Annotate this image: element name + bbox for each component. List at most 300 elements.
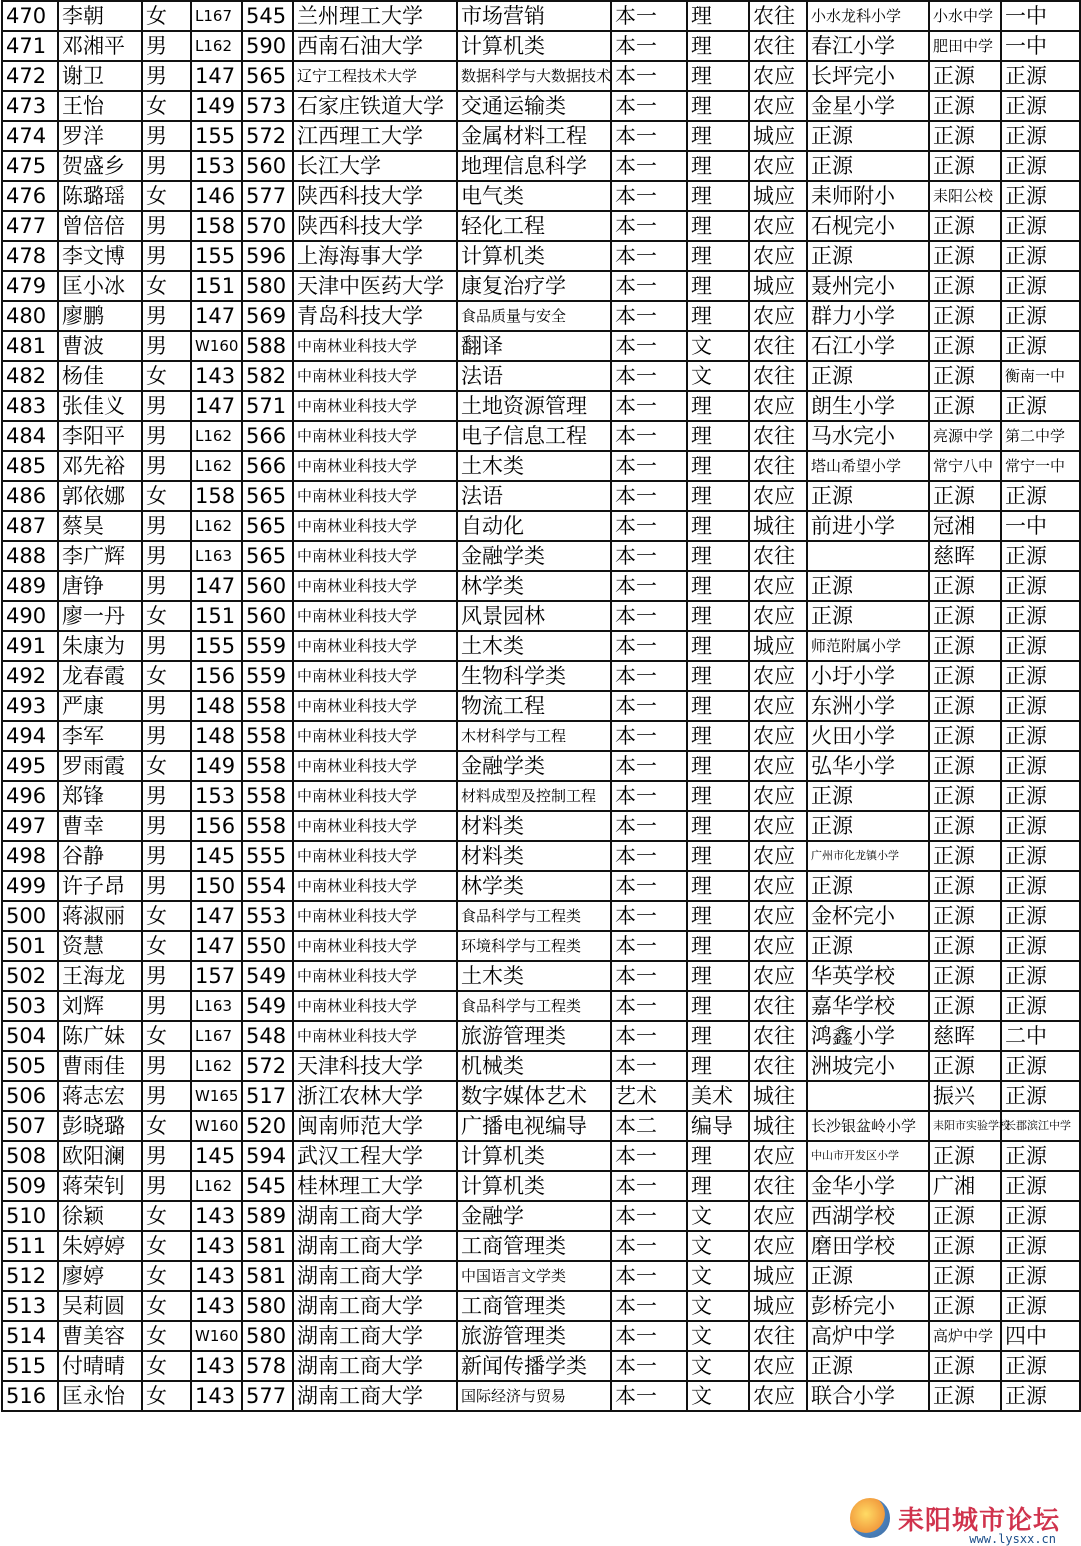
cell-serial: 485 xyxy=(2,451,58,481)
cell-serial: 511 xyxy=(2,1231,58,1261)
cell-serial: 503 xyxy=(2,991,58,1021)
cell-track: 理 xyxy=(687,181,749,211)
cell-score: 560 xyxy=(242,151,293,181)
cell-primary-school: 正源 xyxy=(807,781,929,811)
cell-track: 文 xyxy=(687,1351,749,1381)
cell-name: 蒋志宏 xyxy=(58,1081,142,1111)
cell-score: 558 xyxy=(242,721,293,751)
cell-score: 559 xyxy=(242,631,293,661)
cell-track: 理 xyxy=(687,571,749,601)
cell-category: 城应 xyxy=(749,1261,807,1291)
cell-university: 中南林业科技大学 xyxy=(293,481,457,511)
cell-track: 理 xyxy=(687,481,749,511)
table-row xyxy=(2,901,1080,931)
cell-name: 匡小冰 xyxy=(58,271,142,301)
cell-name: 廖鹏 xyxy=(58,301,142,331)
cell-category: 农往 xyxy=(749,451,807,481)
cell-score: 596 xyxy=(242,241,293,271)
cell-score: 545 xyxy=(242,1,293,31)
cell-batch: 本一 xyxy=(611,481,687,511)
table-row xyxy=(2,1081,1080,1111)
cell-name: 徐颖 xyxy=(58,1201,142,1231)
cell-gender: 男 xyxy=(142,241,191,271)
cell-middle-school: 正源 xyxy=(929,811,1001,841)
cell-category: 农应 xyxy=(749,901,807,931)
cell-university: 中南林业科技大学 xyxy=(293,901,457,931)
cell-major: 食品科学与工程类 xyxy=(457,901,611,931)
table-row xyxy=(2,1,1080,31)
table-row xyxy=(2,1021,1080,1051)
cell-serial: 516 xyxy=(2,1381,58,1411)
cell-major: 金融学 xyxy=(457,1201,611,1231)
cell-category: 农应 xyxy=(749,91,807,121)
cell-major: 轻化工程 xyxy=(457,211,611,241)
table-row xyxy=(2,151,1080,181)
cell-batch: 本一 xyxy=(611,931,687,961)
cell-category: 农应 xyxy=(749,301,807,331)
cell-middle-school: 肥田中学 xyxy=(929,31,1001,61)
cell-score: 580 xyxy=(242,1291,293,1321)
cell-category: 农应 xyxy=(749,1201,807,1231)
cell-gender: 男 xyxy=(142,211,191,241)
cell-middle-school: 慈晖 xyxy=(929,1021,1001,1051)
cell-university: 石家庄铁道大学 xyxy=(293,91,457,121)
table-row xyxy=(2,1231,1080,1261)
cell-major: 数字媒体艺术 xyxy=(457,1081,611,1111)
cell-gender: 女 xyxy=(142,931,191,961)
cell-serial: 497 xyxy=(2,811,58,841)
cell-serial: 500 xyxy=(2,901,58,931)
cell-name: 邓湘平 xyxy=(58,31,142,61)
cell-code: L162 xyxy=(191,511,242,541)
cell-score: 554 xyxy=(242,871,293,901)
cell-batch: 本一 xyxy=(611,451,687,481)
cell-gender: 男 xyxy=(142,781,191,811)
table-row xyxy=(2,631,1080,661)
cell-high-school: 第二中学 xyxy=(1001,421,1080,451)
table-body xyxy=(2,1,1080,1411)
cell-university: 中南林业科技大学 xyxy=(293,601,457,631)
table-row xyxy=(2,301,1080,331)
cell-gender: 男 xyxy=(142,721,191,751)
cell-category: 农往 xyxy=(749,1171,807,1201)
cell-university: 中南林业科技大学 xyxy=(293,661,457,691)
cell-name: 曹美容 xyxy=(58,1321,142,1351)
cell-serial: 475 xyxy=(2,151,58,181)
cell-primary-school: 正源 xyxy=(807,481,929,511)
cell-primary-school: 朗生小学 xyxy=(807,391,929,421)
cell-serial: 490 xyxy=(2,601,58,631)
cell-middle-school: 正源 xyxy=(929,901,1001,931)
cell-primary-school: 广州市化龙镇小学 xyxy=(807,841,929,871)
cell-gender: 男 xyxy=(142,631,191,661)
cell-primary-school: 金华小学 xyxy=(807,1171,929,1201)
cell-major: 土木类 xyxy=(457,451,611,481)
cell-gender: 女 xyxy=(142,271,191,301)
cell-high-school: 正源 xyxy=(1001,481,1080,511)
cell-name: 蔡昊 xyxy=(58,511,142,541)
cell-serial: 476 xyxy=(2,181,58,211)
cell-category: 农往 xyxy=(749,541,807,571)
cell-category: 农往 xyxy=(749,31,807,61)
cell-code: 146 xyxy=(191,181,242,211)
cell-primary-school: 正源 xyxy=(807,121,929,151)
cell-serial: 484 xyxy=(2,421,58,451)
cell-track: 文 xyxy=(687,1201,749,1231)
cell-code: 147 xyxy=(191,901,242,931)
cell-high-school: 正源 xyxy=(1001,1351,1080,1381)
table-row xyxy=(2,1051,1080,1081)
cell-batch: 本一 xyxy=(611,121,687,151)
cell-score: 555 xyxy=(242,841,293,871)
cell-high-school: 正源 xyxy=(1001,331,1080,361)
cell-high-school: 正源 xyxy=(1001,811,1080,841)
cell-serial: 496 xyxy=(2,781,58,811)
cell-major: 法语 xyxy=(457,361,611,391)
cell-gender: 男 xyxy=(142,511,191,541)
cell-score: 545 xyxy=(242,1171,293,1201)
cell-gender: 女 xyxy=(142,901,191,931)
cell-code: 143 xyxy=(191,1351,242,1381)
cell-track: 理 xyxy=(687,721,749,751)
cell-major: 土地资源管理 xyxy=(457,391,611,421)
cell-university: 湖南工商大学 xyxy=(293,1321,457,1351)
cell-track: 理 xyxy=(687,661,749,691)
cell-track: 文 xyxy=(687,1291,749,1321)
cell-gender: 女 xyxy=(142,1321,191,1351)
cell-code: 145 xyxy=(191,841,242,871)
cell-primary-school: 正源 xyxy=(807,1351,929,1381)
table-row xyxy=(2,1171,1080,1201)
cell-batch: 本一 xyxy=(611,1291,687,1321)
cell-track: 理 xyxy=(687,871,749,901)
cell-gender: 女 xyxy=(142,361,191,391)
cell-code: 156 xyxy=(191,661,242,691)
cell-name: 廖一丹 xyxy=(58,601,142,631)
cell-name: 王海龙 xyxy=(58,961,142,991)
cell-major: 电气类 xyxy=(457,181,611,211)
cell-university: 中南林业科技大学 xyxy=(293,541,457,571)
cell-name: 郑锋 xyxy=(58,781,142,811)
cell-category: 农应 xyxy=(749,1231,807,1261)
cell-high-school: 正源 xyxy=(1001,721,1080,751)
cell-batch: 本一 xyxy=(611,331,687,361)
cell-major: 风景园林 xyxy=(457,601,611,631)
cell-batch: 本一 xyxy=(611,1201,687,1231)
cell-batch: 本一 xyxy=(611,661,687,691)
cell-high-school: 一中 xyxy=(1001,1,1080,31)
cell-gender: 女 xyxy=(142,1231,191,1261)
cell-university: 辽宁工程技术大学 xyxy=(293,61,457,91)
cell-name: 郭依娜 xyxy=(58,481,142,511)
cell-major: 生物科学类 xyxy=(457,661,611,691)
cell-batch: 本一 xyxy=(611,991,687,1021)
cell-score: 565 xyxy=(242,511,293,541)
cell-name: 李朝 xyxy=(58,1,142,31)
cell-major: 计算机类 xyxy=(457,241,611,271)
cell-serial: 504 xyxy=(2,1021,58,1051)
cell-university: 中南林业科技大学 xyxy=(293,841,457,871)
table-row xyxy=(2,331,1080,361)
cell-serial: 488 xyxy=(2,541,58,571)
cell-score: 569 xyxy=(242,301,293,331)
table-row xyxy=(2,1261,1080,1291)
table-row xyxy=(2,661,1080,691)
cell-high-school: 长郡滨江中学 xyxy=(1001,1111,1080,1141)
cell-serial: 470 xyxy=(2,1,58,31)
cell-middle-school: 正源 xyxy=(929,991,1001,1021)
cell-batch: 本一 xyxy=(611,421,687,451)
cell-category: 城应 xyxy=(749,181,807,211)
cell-middle-school: 正源 xyxy=(929,721,1001,751)
cell-serial: 506 xyxy=(2,1081,58,1111)
cell-serial: 474 xyxy=(2,121,58,151)
cell-middle-school: 正源 xyxy=(929,661,1001,691)
cell-track: 美术 xyxy=(687,1081,749,1111)
cell-high-school: 正源 xyxy=(1001,931,1080,961)
table-row xyxy=(2,91,1080,121)
cell-primary-school: 石江小学 xyxy=(807,331,929,361)
cell-category: 农应 xyxy=(749,691,807,721)
cell-score: 582 xyxy=(242,361,293,391)
cell-score: 580 xyxy=(242,1321,293,1351)
cell-high-school: 正源 xyxy=(1001,1171,1080,1201)
cell-serial: 487 xyxy=(2,511,58,541)
table-row xyxy=(2,211,1080,241)
cell-name: 匡永怡 xyxy=(58,1381,142,1411)
cell-name: 蒋荣钊 xyxy=(58,1171,142,1201)
cell-code: 148 xyxy=(191,691,242,721)
cell-middle-school: 正源 xyxy=(929,1231,1001,1261)
cell-university: 武汉工程大学 xyxy=(293,1141,457,1171)
cell-high-school: 正源 xyxy=(1001,901,1080,931)
cell-major: 工商管理类 xyxy=(457,1291,611,1321)
cell-name: 吴莉圆 xyxy=(58,1291,142,1321)
cell-gender: 男 xyxy=(142,31,191,61)
cell-serial: 495 xyxy=(2,751,58,781)
cell-name: 刘辉 xyxy=(58,991,142,1021)
cell-batch: 本一 xyxy=(611,811,687,841)
cell-middle-school: 正源 xyxy=(929,271,1001,301)
cell-university: 中南林业科技大学 xyxy=(293,751,457,781)
cell-name: 李广辉 xyxy=(58,541,142,571)
cell-batch: 本一 xyxy=(611,1021,687,1051)
cell-serial: 472 xyxy=(2,61,58,91)
cell-code: W160 xyxy=(191,1321,242,1351)
cell-primary-school: 正源 xyxy=(807,1261,929,1291)
cell-high-school: 正源 xyxy=(1001,391,1080,421)
cell-university: 中南林业科技大学 xyxy=(293,391,457,421)
cell-category: 农往 xyxy=(749,991,807,1021)
cell-score: 590 xyxy=(242,31,293,61)
cell-track: 理 xyxy=(687,451,749,481)
cell-gender: 男 xyxy=(142,331,191,361)
cell-middle-school: 正源 xyxy=(929,781,1001,811)
cell-batch: 本一 xyxy=(611,721,687,751)
table-row xyxy=(2,601,1080,631)
cell-primary-school: 春江小学 xyxy=(807,31,929,61)
cell-primary-school xyxy=(807,1081,929,1111)
cell-code: 155 xyxy=(191,241,242,271)
cell-university: 中南林业科技大学 xyxy=(293,721,457,751)
cell-code: 157 xyxy=(191,961,242,991)
cell-middle-school: 正源 xyxy=(929,211,1001,241)
cell-primary-school: 金杯完小 xyxy=(807,901,929,931)
cell-primary-school: 鸿鑫小学 xyxy=(807,1021,929,1051)
cell-category: 农应 xyxy=(749,601,807,631)
cell-middle-school: 慈晖 xyxy=(929,541,1001,571)
cell-score: 550 xyxy=(242,931,293,961)
cell-middle-school: 正源 xyxy=(929,1201,1001,1231)
cell-university: 闽南师范大学 xyxy=(293,1111,457,1141)
cell-gender: 男 xyxy=(142,871,191,901)
cell-primary-school: 聂州完小 xyxy=(807,271,929,301)
cell-batch: 本一 xyxy=(611,91,687,121)
cell-middle-school: 正源 xyxy=(929,241,1001,271)
cell-track: 理 xyxy=(687,271,749,301)
cell-primary-school: 马水完小 xyxy=(807,421,929,451)
cell-university: 湖南工商大学 xyxy=(293,1261,457,1291)
cell-primary-school: 正源 xyxy=(807,811,929,841)
cell-track: 理 xyxy=(687,1021,749,1051)
cell-category: 农往 xyxy=(749,331,807,361)
cell-university: 湖南工商大学 xyxy=(293,1291,457,1321)
cell-code: 155 xyxy=(191,631,242,661)
cell-gender: 女 xyxy=(142,1201,191,1231)
cell-name: 唐铮 xyxy=(58,571,142,601)
cell-major: 地理信息科学 xyxy=(457,151,611,181)
cell-primary-school: 华英学校 xyxy=(807,961,929,991)
cell-name: 朱婷婷 xyxy=(58,1231,142,1261)
cell-score: 565 xyxy=(242,481,293,511)
table-row xyxy=(2,961,1080,991)
cell-middle-school: 正源 xyxy=(929,151,1001,181)
cell-name: 杨佳 xyxy=(58,361,142,391)
cell-name: 许子昂 xyxy=(58,871,142,901)
cell-middle-school: 正源 xyxy=(929,961,1001,991)
admission-results-table xyxy=(1,0,1081,1412)
cell-high-school: 正源 xyxy=(1001,751,1080,781)
cell-track: 理 xyxy=(687,301,749,331)
cell-score: 549 xyxy=(242,961,293,991)
cell-score: 577 xyxy=(242,181,293,211)
cell-serial: 499 xyxy=(2,871,58,901)
cell-gender: 女 xyxy=(142,1111,191,1141)
cell-primary-school: 联合小学 xyxy=(807,1381,929,1411)
cell-primary-school: 师范附属小学 xyxy=(807,631,929,661)
cell-university: 中南林业科技大学 xyxy=(293,961,457,991)
cell-track: 文 xyxy=(687,1261,749,1291)
cell-track: 理 xyxy=(687,1141,749,1171)
cell-category: 农应 xyxy=(749,211,807,241)
cell-primary-school: 金星小学 xyxy=(807,91,929,121)
cell-track: 理 xyxy=(687,601,749,631)
cell-major: 环境科学与工程类 xyxy=(457,931,611,961)
cell-serial: 471 xyxy=(2,31,58,61)
cell-batch: 本一 xyxy=(611,841,687,871)
cell-gender: 女 xyxy=(142,91,191,121)
cell-primary-school: 火田小学 xyxy=(807,721,929,751)
cell-major: 机械类 xyxy=(457,1051,611,1081)
cell-batch: 本一 xyxy=(611,271,687,301)
cell-high-school: 正源 xyxy=(1001,1081,1080,1111)
cell-track: 理 xyxy=(687,91,749,121)
cell-batch: 本一 xyxy=(611,361,687,391)
cell-university: 江西理工大学 xyxy=(293,121,457,151)
cell-gender: 男 xyxy=(142,451,191,481)
cell-code: L162 xyxy=(191,1171,242,1201)
cell-track: 文 xyxy=(687,361,749,391)
cell-middle-school: 正源 xyxy=(929,481,1001,511)
cell-category: 城应 xyxy=(749,271,807,301)
cell-code: 143 xyxy=(191,361,242,391)
cell-code: 143 xyxy=(191,1261,242,1291)
cell-high-school: 一中 xyxy=(1001,31,1080,61)
cell-code: 153 xyxy=(191,151,242,181)
cell-middle-school: 耒阳市实验学校 xyxy=(929,1111,1001,1141)
cell-score: 565 xyxy=(242,61,293,91)
cell-category: 农往 xyxy=(749,1021,807,1051)
cell-university: 西南石油大学 xyxy=(293,31,457,61)
cell-middle-school: 正源 xyxy=(929,121,1001,151)
cell-code: 143 xyxy=(191,1201,242,1231)
cell-university: 中南林业科技大学 xyxy=(293,1021,457,1051)
cell-primary-school: 前进小学 xyxy=(807,511,929,541)
cell-code: L162 xyxy=(191,31,242,61)
cell-name: 廖婷 xyxy=(58,1261,142,1291)
cell-middle-school: 正源 xyxy=(929,1141,1001,1171)
cell-high-school: 正源 xyxy=(1001,1291,1080,1321)
table-row xyxy=(2,391,1080,421)
cell-high-school: 正源 xyxy=(1001,241,1080,271)
cell-code: 151 xyxy=(191,271,242,301)
cell-high-school: 正源 xyxy=(1001,211,1080,241)
table-row xyxy=(2,61,1080,91)
cell-primary-school: 正源 xyxy=(807,151,929,181)
cell-major: 林学类 xyxy=(457,871,611,901)
cell-batch: 本一 xyxy=(611,901,687,931)
cell-high-school: 正源 xyxy=(1001,1201,1080,1231)
cell-category: 农应 xyxy=(749,751,807,781)
cell-university: 天津中医药大学 xyxy=(293,271,457,301)
cell-track: 理 xyxy=(687,421,749,451)
table-row xyxy=(2,1111,1080,1141)
cell-high-school: 正源 xyxy=(1001,151,1080,181)
cell-university: 中南林业科技大学 xyxy=(293,871,457,901)
cell-major: 电子信息工程 xyxy=(457,421,611,451)
cell-batch: 本一 xyxy=(611,1231,687,1261)
table-row xyxy=(2,541,1080,571)
cell-track: 文 xyxy=(687,1321,749,1351)
cell-major: 木材科学与工程 xyxy=(457,721,611,751)
cell-university: 陕西科技大学 xyxy=(293,211,457,241)
cell-primary-school: 正源 xyxy=(807,241,929,271)
cell-high-school: 常宁一中 xyxy=(1001,451,1080,481)
cell-university: 中南林业科技大学 xyxy=(293,991,457,1021)
cell-primary-school: 彭桥完小 xyxy=(807,1291,929,1321)
cell-category: 农应 xyxy=(749,481,807,511)
cell-batch: 本一 xyxy=(611,181,687,211)
cell-high-school: 正源 xyxy=(1001,301,1080,331)
cell-university: 中南林业科技大学 xyxy=(293,361,457,391)
cell-high-school: 正源 xyxy=(1001,631,1080,661)
cell-batch: 本一 xyxy=(611,1141,687,1171)
cell-name: 谢卫 xyxy=(58,61,142,91)
cell-gender: 女 xyxy=(142,181,191,211)
cell-middle-school: 正源 xyxy=(929,841,1001,871)
cell-track: 理 xyxy=(687,31,749,61)
cell-gender: 男 xyxy=(142,991,191,1021)
